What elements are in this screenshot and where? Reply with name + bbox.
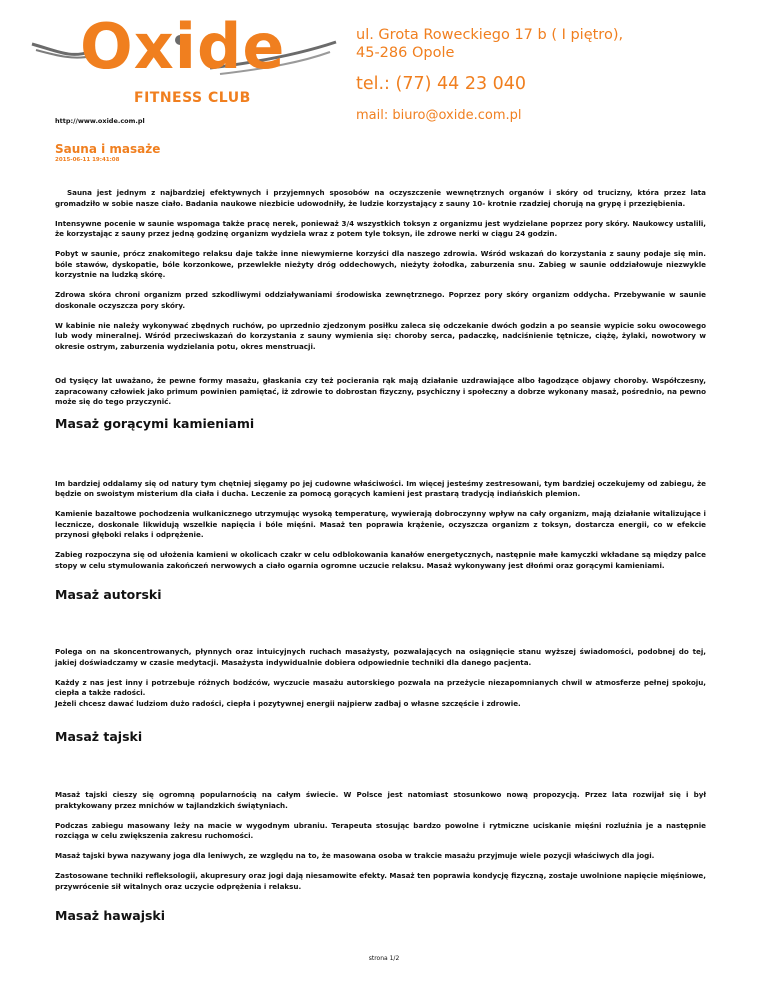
intro-paragraph: Od tysięcy lat uważano, że pewne formy masażu, głaskania czy też pocierania rąk mają działanie uzdrawiające albo łagodzące objawy choroby. Współczesny, zapracowany człowiek jako primum powinien pamiętać, iż zdrowie to dobrostan fizyczny, psychiczny i społeczny a dobrze wykonany masaż, pośrednio, na pewno może się do tego przyczynić. [55,376,706,406]
address-line-1: ul. Grota Roweckiego 17 b ( I piętro), [356,27,624,43]
intro-paragraph: Sauna jest jednym z najbardziej efektywnych i przyjemnych sposobów na oczyszczenie wewnętrznych organów i skóry od trucizny, która przez lata gromadziło w sobie nasze ciało. Badania naukowe niezbicie udowodniły, że ludzie korzystający z sauny 10- krotnie rzadziej chorują na grypę i przeziębienia. [55,188,706,208]
logo-subtitle: FITNESS CLUB [134,90,251,106]
page-number: strona 1/2 [368,955,400,962]
section-paragraph: Podczas zabiegu masowany leży na macie w wygodnym ubraniu. Terapeuta stosując bardzo powolne i rytmiczne uciskanie mięśni rozluźnia je a następnie rozciąga w celu zwiększenia zakresu ruchomości. [55,820,706,840]
intro-paragraph: Intensywne pocenie w saunie wspomaga także pracę nerek, ponieważ 3/4 wszystkich toksyn z organizmu jest wydzielane poprzez pory skóry. Naukowcy ustalili, że korzystając z sauny przez jedną godzinę organizm wydziela wraz z potem tyle toksyn, ile zdrowe nerki w ciągu 24 godzin. [55,218,706,238]
intro-paragraph: Zdrowa skóra chroni organizm przed szkodliwymi oddziaływaniami środowiska zewnętrznego. Poprzez pory skóry organizm oddycha. Przebywanie w saunie doskonale oczyszcza pory skóry. [55,290,706,310]
section-heading-thai-massage: Masaż tajski [55,729,143,744]
section-paragraph: Masaż tajski cieszy się ogromną popularnością na całym świecie. W Polsce jest natomiast stosunkowo nową propozycją. Przez lata rozwijał się i był praktykowany przez mnichów w tajlandzkich świątyniach. [55,790,706,810]
section-paragraph: Zastosowane techniki refleksologii, akupresury oraz jogi dają niesamowite efekty. Masaż ten poprawia kondycję fizyczną, zostaje uwolnione napięcie mięśniowe, przywrócenie sił witalnych oraz uczycie odprężenia i relaksu. [55,871,706,891]
logo-text: Oxide [80,10,286,83]
section-heading-author-massage: Masaż autorski [55,587,162,602]
email-address: mail: biuro@oxide.com.pl [356,108,522,123]
phone-number: tel.: (77) 44 23 040 [356,74,527,94]
section-paragraph: Każdy z nas jest inny i potrzebuje różnych bodźców, wyczucie masażu autorskiego pozwala na przeżycie niezapomnianych chwil w atmosferze pełnej spokoju, ciepła a także radości. Jeżeli chcesz dawać ludziom dużo radości, ciepła i pozytywnej energii najpierw zadbaj o własne szczęście i zdrowie. [55,677,706,708]
article-body [55,188,706,923]
section-heading-hawaiian-massage: Masaż hawajski [55,908,166,923]
oxide-logo [30,10,340,110]
section-paragraph: Masaż tajski bywa nazywany joga dla leniwych, ze względu na to, że masowana osoba w trakcie masażu przyjmuje wiele pozycji właściwych dla jogi. [55,851,655,860]
address-line-2: 45-286 Opole [356,45,455,61]
site-url-link[interactable]: http://www.oxide.com.pl [55,117,145,125]
section-heading-hot-stones: Masaż gorącymi kamieniami [55,415,255,431]
intro-paragraph: Pobyt w saunie, prócz znakomitego relaksu daje także inne niewymierne korzyści dla naszego zdrowia. Wśród wskazań do korzystania z sauny podaje się min. bóle stawów, dyskopatie, bóle korzonkowe, przewlekłe nieżyty dróg oddechowych, nieżyty żołodka, zaburzenia snu. Zabieg w saunie oddziałowuje niezwykle korzystnie na ludzką skórę. [55,249,706,279]
section-paragraph: Im bardziej oddalamy się od natury tym chętniej sięgamy po jej cudowne właściwości. Im więcej jesteśmy zestresowani, tym bardziej oczekujemy od zabiegu, że będzie on swoistym misterium dla ciała i ducha. Leczenie za pomocą gorących kamieni jest prastarą tradycją indiańskich plemion. [55,478,706,498]
contact-block [356,26,623,123]
section-paragraph: Kamienie bazaltowe pochodzenia wulkanicznego utrzymując wysoką temperaturę, wywierają dobroczynny wpływ na cały organizm, mają działanie witalizujące i lecznicze, doskonale likwidują wszelkie napięcia i bóle mięśni. Masaż ten poprawia krążenie, oczyszcza organizm z toksyn, dostarcza energii, co w efekcie przynosi głęboki relaks i odprężenie. [55,509,706,539]
intro-paragraph: W kabinie nie należy wykonywać zbędnych ruchów, po uprzednio zjedzonym posiłku zaleca się odczekanie dwóch godzin a po seansie wypicie soku owocowego lub wody mineralnej. Wśród przeciwskazań do korzystania z sauny wymienia się: choroby serca, padaczkę, nadciśnienie tętnicze, ciążę, żylaki, nowotwory w okresie ostrym, zaburzenia wydzielania potu, okres menstruacji. [55,320,706,351]
article-title: Sauna i masaże [55,142,161,156]
section-paragraph: Zabieg rozpoczyna się od ułożenia kamieni w okolicach czakr w celu odblokowania kanałów energetycznych, następnie małe kamyczki wkładane są między palce stopy w celu stymulowania zakończeń nerwowych a ciało ogarnia ogromne uczucie relaksu. Masaż wykonywany jest dłońmi oraz gorącymi kamieniami. [55,550,706,570]
article-date: 2015-06-11 19:41:08 [55,157,120,163]
section-paragraph: Polega on na skoncentrowanych, płynnych oraz intuicyjnych ruchach masażysty, pozwalających na osiągnięcie stanu wyższej świadomości, podobnej do tej, jakiej doświadczamy w czasie medytacji. Masażysta indywidualnie dobiera odpowiednie techniki dla danego pacjenta. [55,647,706,667]
